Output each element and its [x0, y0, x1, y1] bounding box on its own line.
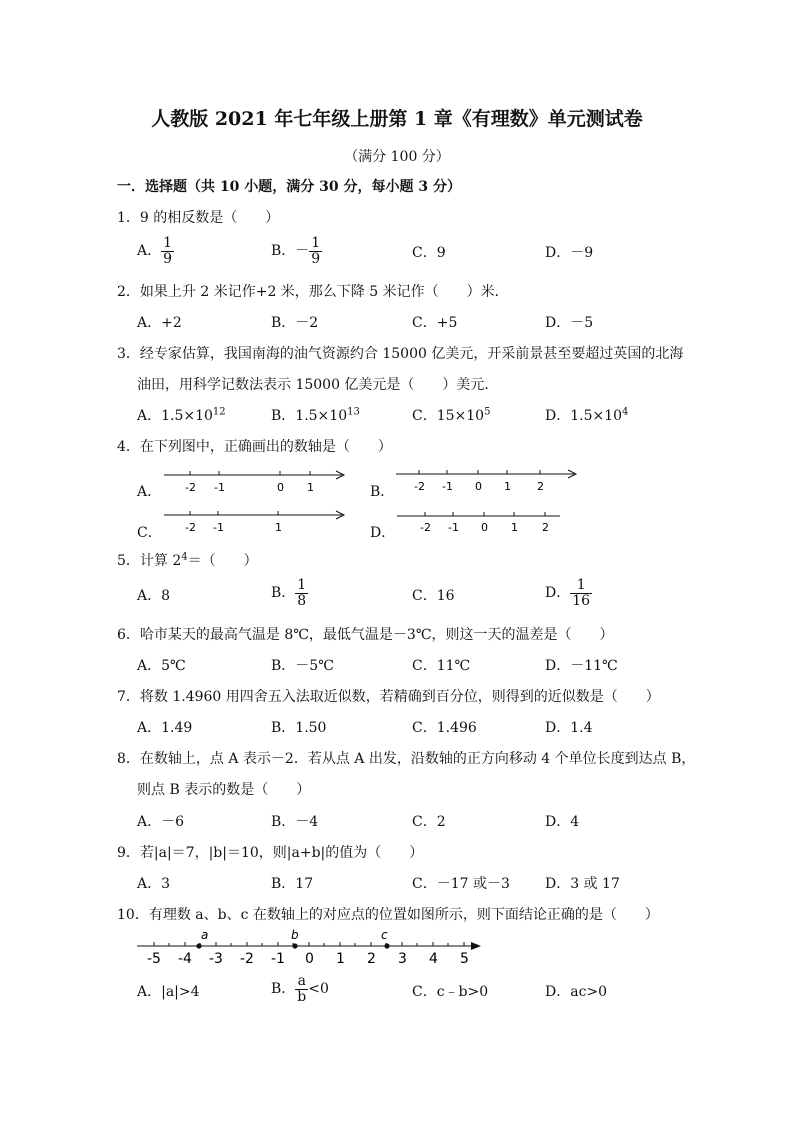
question-3-option-b	[271, 405, 360, 425]
question-5-stem	[117, 550, 258, 570]
question-2-option-d: D．－5	[545, 315, 594, 331]
numerator: 1	[297, 577, 307, 593]
tick-label: -1	[214, 481, 225, 494]
option-text: A．1.5×10	[137, 408, 213, 424]
number-line-b	[392, 465, 582, 495]
tick-label: -4	[178, 951, 192, 967]
tick-label: -2	[420, 521, 431, 534]
stem-text: ＝（ ）	[187, 553, 258, 569]
question-7-option-c: C．1.496	[412, 720, 477, 736]
fraction	[309, 236, 322, 266]
fraction	[295, 578, 308, 608]
tick-label: 0	[277, 481, 284, 494]
denominator: 9	[163, 250, 173, 267]
question-10-option-a: A．|a|>4	[137, 984, 200, 1000]
question-10-option-b	[271, 974, 329, 1004]
question-10-option-d: D．ac>0	[545, 984, 608, 1000]
question-3-stem-line2: 油田，用科学记数法表示 15000 亿美元是（ ）美元．	[137, 377, 499, 393]
arrow-icon	[471, 942, 481, 950]
question-4-option-a: A．	[137, 484, 162, 500]
number-line-d	[395, 509, 585, 539]
option-prefix: A．	[137, 243, 162, 260]
tick-label: 0	[481, 521, 488, 534]
point-b-label: b	[291, 928, 299, 942]
question-1-option-b	[271, 236, 322, 266]
question-3-option-a	[137, 405, 226, 425]
denominator: 16	[572, 592, 591, 609]
numerator: 1	[311, 235, 321, 251]
exponent: 4	[622, 406, 629, 418]
number-line-a	[160, 466, 350, 496]
option-prefix: B．	[271, 981, 296, 998]
question-6-stem: 6．哈市某天的最高气温是 8℃，最低气温是－3℃，则这一天的温差是（ ）	[117, 627, 614, 643]
question-1-option-a	[137, 236, 174, 266]
question-9-option-b: B．17	[271, 876, 314, 892]
question-1-stem: 1．9 的相反数是（ ）	[117, 210, 280, 226]
stem-text: 5．计算 2	[117, 553, 182, 569]
point-a-label: a	[201, 928, 209, 942]
tick-label: -5	[147, 951, 161, 967]
question-1-option-d: D．－9	[545, 245, 594, 261]
option-suffix: <0	[308, 981, 329, 998]
question-7-option-a: A．1.49	[137, 720, 193, 736]
exponent: 12	[212, 406, 226, 418]
numerator: 1	[570, 578, 592, 594]
question-6-option-b: B．－5℃	[271, 658, 334, 674]
tick-label: -1	[213, 521, 224, 534]
question-9-option-c: C．－17 或－3	[412, 876, 510, 892]
tick-label: 0	[475, 480, 482, 493]
tick-label: 2	[537, 480, 544, 493]
question-7-option-b: B．1.50	[271, 720, 327, 736]
number-line-c	[160, 506, 350, 536]
question-1-option-c: C．9	[412, 245, 446, 261]
option-prefix: B．	[271, 585, 296, 602]
numerator: a	[295, 974, 308, 990]
question-5-option-c: C．16	[412, 588, 455, 604]
question-9-option-d: D．3 或 17	[545, 876, 620, 892]
question-4-stem: 4．在下列图中，正确画出的数轴是（ ）	[117, 439, 392, 455]
tick-label: -2	[414, 480, 425, 493]
question-9-stem: 9．若|a|＝7，|b|＝10，则|a+b|的值为（ ）	[117, 845, 424, 861]
question-7-option-d: D．1.4	[545, 720, 593, 736]
page-subtitle: （满分 100 分）	[344, 149, 450, 165]
question-4-option-d: D．	[370, 525, 396, 541]
section-heading: 一．选择题（共 10 小题，满分 30 分，每小题 3 分）	[117, 179, 461, 195]
question-8-option-d: D．4	[545, 814, 580, 830]
option-text: C．15×10	[412, 408, 485, 424]
question-3-stem-line1: 3．经专家估算，我国南海的油气资源约合 15000 亿美元，开采前景甚至要超过英国的北海	[117, 346, 684, 362]
denominator: 8	[297, 592, 307, 609]
question-4-option-c: C．	[137, 525, 162, 541]
page-title: 人教版 2021 年七年级上册第 1 章《有理数》单元测试卷	[151, 108, 643, 130]
tick-label: -2	[240, 951, 254, 967]
question-2-option-a: A．+2	[137, 315, 182, 331]
denominator: b	[297, 988, 307, 1005]
fraction	[295, 974, 308, 1004]
question-7-stem: 7．将数 1.4960 用四舍五入法取近似数，若精确到百分位，则得到的近似数是（ ）	[117, 689, 660, 705]
question-8-option-a: A．－6	[137, 814, 185, 830]
tick-label: -3	[209, 951, 223, 967]
point-b-dot	[292, 943, 297, 948]
tick-label: 0	[305, 951, 314, 967]
question-6-option-c: C．11℃	[412, 658, 471, 674]
question-8-option-b: B．－4	[271, 814, 319, 830]
tick-label: -2	[185, 481, 196, 494]
question-5-option-a: A．8	[137, 588, 171, 604]
tick-label: 2	[367, 951, 376, 967]
question-10-stem: 10．有理数 a、b、c 在数轴上的对应点的位置如图所示，则下面结论正确的是（ ）	[117, 907, 659, 923]
tick-label: 1	[307, 481, 314, 494]
question-2-option-b: B．－2	[271, 315, 319, 331]
question-6-option-a: A．5℃	[137, 658, 186, 674]
question-8-option-c: C．2	[412, 814, 446, 830]
question-2-option-c: C．+5	[412, 315, 458, 331]
tick-label: -1	[271, 951, 285, 967]
question-10-option-c: C．c﹣b>0	[412, 984, 489, 1000]
question-5-option-b	[271, 578, 308, 608]
tick-label: 2	[542, 521, 549, 534]
option-text: D．1.5×10	[545, 408, 623, 424]
tick-label: 1	[511, 521, 518, 534]
point-c-label: c	[381, 928, 388, 942]
tick-label: 1	[275, 521, 282, 534]
tick-label: 1	[336, 951, 345, 967]
tick-label: 4	[429, 951, 438, 967]
denominator: 9	[311, 250, 321, 267]
question-9-option-a: A．3	[137, 876, 171, 892]
tick-label: 1	[504, 480, 511, 493]
exponent: 4	[181, 551, 188, 563]
tick-label: -2	[185, 521, 196, 534]
numerator: 1	[163, 235, 173, 251]
tick-label: 5	[460, 951, 469, 967]
fraction	[570, 578, 592, 608]
fraction	[161, 236, 174, 266]
point-a-dot	[196, 943, 201, 948]
question-3-option-c	[412, 405, 490, 425]
question-8-stem-line2: 则点 B 表示的数是（ ）	[137, 782, 311, 798]
option-prefix: D．	[545, 585, 571, 602]
point-c-dot	[384, 943, 389, 948]
question-8-stem-line1: 8．在数轴上，点 A 表示－2．若从点 A 出发，沿数轴的正方向移动 4 个单位长度到达点 B，	[117, 751, 696, 767]
option-text: B．1.5×10	[271, 408, 348, 424]
question-6-option-d: D．－11℃	[545, 658, 618, 674]
exponent: 13	[347, 406, 360, 418]
question-5-option-d	[545, 578, 592, 608]
tick-label: -1	[442, 480, 453, 493]
exponent: 5	[484, 406, 491, 418]
question-4-option-b: B．	[370, 484, 395, 500]
option-prefix: B．－	[271, 243, 310, 260]
question-2-stem: 2．如果上升 2 米记作+2 米，那么下降 5 米记作（ ）米．	[117, 284, 509, 300]
tick-label: 3	[398, 951, 407, 967]
tick-label: -1	[448, 521, 459, 534]
question-3-option-d	[545, 405, 628, 425]
number-line-q10	[135, 926, 495, 970]
